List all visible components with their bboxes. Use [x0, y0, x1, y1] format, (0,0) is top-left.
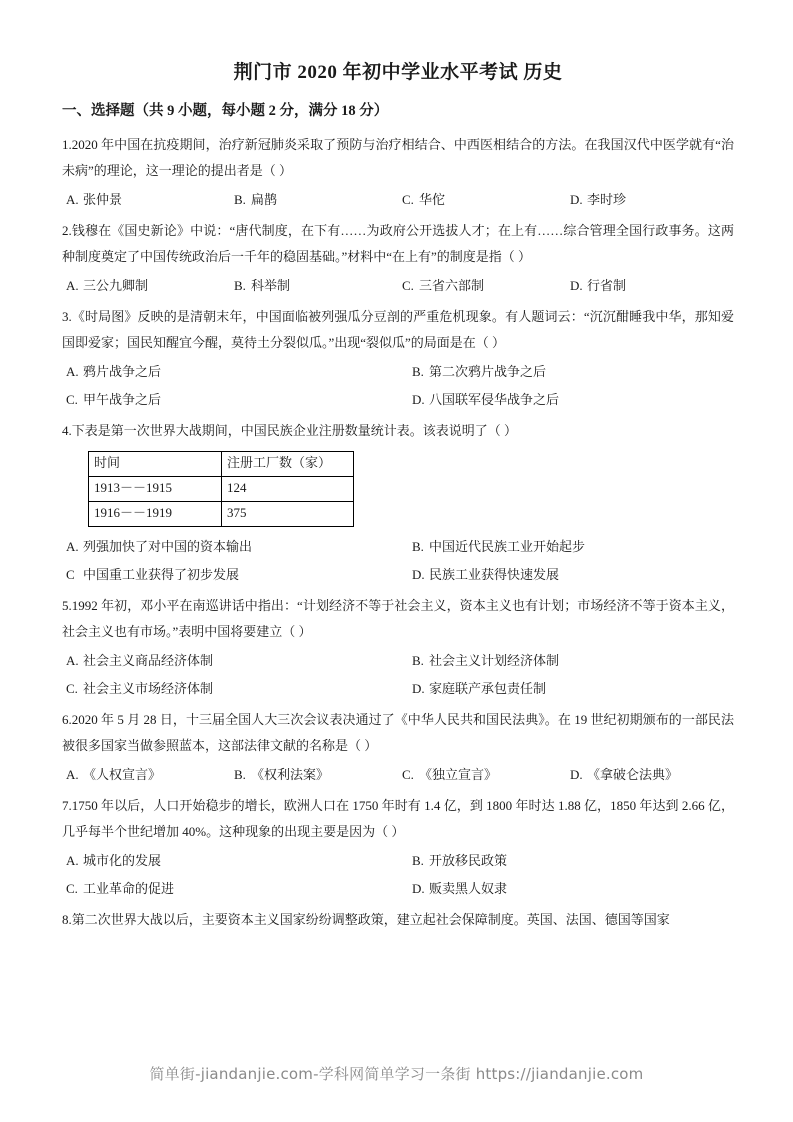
- option-row: [62, 675, 734, 703]
- option-text: 列强加快了对中国的资本输出: [83, 539, 253, 555]
- option-label: B.: [234, 278, 246, 294]
- option-row: [62, 358, 734, 386]
- option-label: C.: [402, 766, 414, 782]
- question: [62, 304, 734, 414]
- option-text: 中国重工业获得了初步发展: [83, 567, 240, 583]
- option-text: 社会主义商品经济体制: [83, 652, 214, 668]
- option-row: [62, 561, 734, 589]
- option-a[interactable]: [62, 647, 398, 675]
- option-a[interactable]: [62, 533, 398, 561]
- option-label: D.: [412, 392, 425, 408]
- question-number: 6.: [62, 711, 72, 727]
- option-label: B.: [412, 364, 424, 380]
- question-stem: [62, 793, 734, 845]
- option-label: D.: [570, 766, 583, 782]
- question-text: 1750 年以后，人口开始稳步的增长，欧洲人口在 1750 年时有 1.4 亿，到 1800 年时达 1.88 亿，1850 年达到 2.66 亿，几乎每半个世纪增加 40%。这种现象的出现主要是因为（ ）: [62, 797, 734, 839]
- question-text: 1992 年初，邓小平在南巡讲话中指出：“计划经济不等于社会主义，资本主义也有计划；市场经济不等于资本主义，社会主义也有市场。”表明中国将要建立（ ）: [62, 597, 734, 639]
- option-c[interactable]: [62, 561, 398, 589]
- option-a[interactable]: [62, 847, 398, 875]
- table-row: [89, 477, 354, 502]
- option-label: D.: [412, 880, 425, 896]
- section-heading: 一、选择题（共 9 小题，每小题 2 分，满分 18 分）: [62, 102, 389, 119]
- option-d[interactable]: [398, 386, 734, 414]
- option-group: [62, 647, 734, 703]
- option-a[interactable]: [62, 272, 230, 300]
- option-b[interactable]: [230, 761, 398, 789]
- option-b[interactable]: [398, 847, 734, 875]
- option-group: [62, 272, 734, 300]
- table-cell: 1913－－1915: [89, 477, 222, 502]
- question: [62, 218, 734, 300]
- option-d[interactable]: [398, 875, 734, 903]
- option-row: [62, 761, 734, 789]
- option-group: [62, 186, 734, 214]
- option-text: 八国联军侵华战争之后: [429, 392, 560, 408]
- option-b[interactable]: [230, 186, 398, 214]
- question-number: 8.: [62, 911, 72, 927]
- option-text: 中国近代民族工业开始起步: [429, 539, 586, 555]
- option-text: 《拿破仑法典》: [587, 766, 679, 782]
- option-d[interactable]: [566, 761, 734, 789]
- question-text: 2020 年 5 月 28 日，十三届全国人大三次会议表决通过了《中华人民共和国民法典》。在 19 世纪初期颁布的一部民法被很多国家当做参照蓝本，这部法律文献的名称是（ ）: [62, 711, 734, 753]
- question-number: 2.: [62, 223, 72, 239]
- option-d[interactable]: [398, 561, 734, 589]
- option-label: C.: [66, 392, 78, 408]
- option-d[interactable]: [398, 675, 734, 703]
- option-label: D.: [570, 192, 583, 208]
- option-label: B.: [234, 192, 246, 208]
- option-label: B.: [412, 852, 424, 868]
- option-group: [62, 533, 734, 589]
- option-row: [62, 647, 734, 675]
- question-text: 下表是第一次世界大战期间，中国民族企业注册数量统计表。该表说明了（ ）: [71, 423, 518, 439]
- page-title: 荆门市 2020 年初中学业水平考试 历史: [233, 62, 563, 83]
- option-row: [62, 186, 734, 214]
- option-group: [62, 358, 734, 414]
- option-text: 社会主义计划经济体制: [429, 652, 560, 668]
- option-text: 华佗: [419, 192, 446, 208]
- option-a[interactable]: [62, 358, 398, 386]
- option-label: A.: [66, 652, 79, 668]
- question: [62, 418, 734, 589]
- option-text: 开放移民政策: [429, 852, 508, 868]
- option-c[interactable]: [62, 875, 398, 903]
- table-header-row: [89, 452, 354, 477]
- option-label: A.: [66, 278, 79, 294]
- option-text: 甲午战争之后: [83, 392, 162, 408]
- table-header-cell: 注册工厂数（家）: [222, 452, 354, 477]
- option-text: 城市化的发展: [83, 852, 162, 868]
- question-number: 1.: [62, 137, 72, 153]
- option-group: [62, 761, 734, 789]
- option-row: [62, 272, 734, 300]
- option-group: [62, 847, 734, 903]
- option-text: 三省六部制: [419, 278, 485, 294]
- table-cell: 1916－－1919: [89, 502, 222, 527]
- option-text: 张仲景: [83, 192, 123, 208]
- page-content: [62, 60, 734, 935]
- footer-watermark: 简单街-jiandanjie.com-学科网简单学习一条街 https://jiandanjie.com: [149, 1065, 644, 1083]
- option-text: 社会主义市场经济体制: [83, 680, 214, 696]
- option-b[interactable]: [398, 533, 734, 561]
- option-c[interactable]: [398, 761, 566, 789]
- option-row: [62, 847, 734, 875]
- question-text: 《时局图》反映的是清朝末年，中国面临被列强瓜分豆剖的严重危机现象。有人题词云：“沉沉酣睡我中华，那知爱国即爱家；国民知醒宜今醒，莫待土分裂似瓜。”出现“裂似瓜”的局面是在（ ）: [62, 309, 734, 351]
- option-text: 《独立宣言》: [419, 766, 498, 782]
- option-label: A.: [66, 852, 79, 868]
- option-c[interactable]: [62, 675, 398, 703]
- question-stem: [62, 304, 734, 356]
- option-text: 《权利法案》: [251, 766, 330, 782]
- option-text: 工业革命的促进: [83, 880, 175, 896]
- option-label: C.: [66, 680, 78, 696]
- statistics-table-wrapper: [88, 451, 734, 527]
- table-cell: 375: [222, 502, 354, 527]
- option-row: [62, 386, 734, 414]
- question-number: 7.: [62, 797, 72, 813]
- question-list: [62, 132, 734, 932]
- option-label: D.: [570, 278, 583, 294]
- option-text: 贩卖黑人奴隶: [429, 880, 508, 896]
- option-label: B.: [412, 652, 424, 668]
- option-b[interactable]: [398, 647, 734, 675]
- option-text: 民族工业获得快速发展: [429, 567, 560, 583]
- option-c[interactable]: [62, 386, 398, 414]
- option-text: 第二次鸦片战争之后: [429, 364, 547, 380]
- option-label: B.: [234, 766, 246, 782]
- option-c[interactable]: [398, 272, 566, 300]
- question: [62, 907, 734, 933]
- option-label: A.: [66, 192, 79, 208]
- option-text: 行省制: [587, 278, 627, 294]
- option-d[interactable]: [566, 186, 734, 214]
- question: [62, 793, 734, 903]
- question-stem: [62, 593, 734, 645]
- option-label: D.: [412, 680, 425, 696]
- question-stem: [62, 218, 734, 270]
- option-text: 家庭联产承包责任制: [429, 680, 547, 696]
- option-label: A.: [66, 766, 79, 782]
- option-text: 《人权宣言》: [83, 766, 162, 782]
- option-label: D.: [412, 567, 425, 583]
- statistics-table: [88, 451, 354, 527]
- option-label: A.: [66, 539, 79, 555]
- option-label: A.: [66, 364, 79, 380]
- option-text: 鸦片战争之后: [83, 364, 162, 380]
- question-text: 2020 年中国在抗疫期间，治疗新冠肺炎采取了预防与治疗相结合、中西医相结合的方法。在我国汉代中医学就有“治未病”的理论，这一理论的提出者是（ ）: [62, 137, 734, 179]
- option-d[interactable]: [566, 272, 734, 300]
- table-row: [89, 502, 354, 527]
- table-cell: 124: [222, 477, 354, 502]
- option-c[interactable]: [398, 186, 566, 214]
- question-text: 钱穆在《国史新论》中说：“唐代制度，在下有……为政府公开选拔人才；在上有……综合管理全国行政事务。这两种制度奠定了中国传统政治后一千年的稳固基础。”材料中“在上有”的制度是指（ ）: [62, 223, 734, 265]
- option-row: [62, 875, 734, 903]
- question: [62, 707, 734, 789]
- question-number: 3.: [62, 309, 72, 325]
- option-label: C: [66, 567, 75, 583]
- option-b[interactable]: [398, 358, 734, 386]
- option-label: B.: [412, 539, 424, 555]
- question-stem: [62, 707, 734, 759]
- option-label: C.: [402, 192, 414, 208]
- question-stem: [62, 418, 734, 444]
- option-text: 李时珍: [587, 192, 627, 208]
- question-stem: [62, 132, 734, 184]
- option-text: 扁鹊: [251, 192, 278, 208]
- option-row: [62, 533, 734, 561]
- question: [62, 593, 734, 703]
- option-text: 科举制: [251, 278, 291, 294]
- option-b[interactable]: [230, 272, 398, 300]
- option-label: C.: [402, 278, 414, 294]
- option-a[interactable]: [62, 186, 230, 214]
- question-text: 第二次世界大战以后，主要资本主义国家纷纷调整政策，建立起社会保障制度。英国、法国、德国等国家: [71, 911, 670, 927]
- option-a[interactable]: [62, 761, 230, 789]
- question: [62, 132, 734, 214]
- option-text: 三公九卿制: [83, 278, 149, 294]
- question-number: 4.: [62, 423, 72, 439]
- option-label: C.: [66, 880, 78, 896]
- question-stem: [62, 907, 734, 933]
- table-header-cell: 时间: [89, 452, 222, 477]
- question-number: 5.: [62, 597, 72, 613]
